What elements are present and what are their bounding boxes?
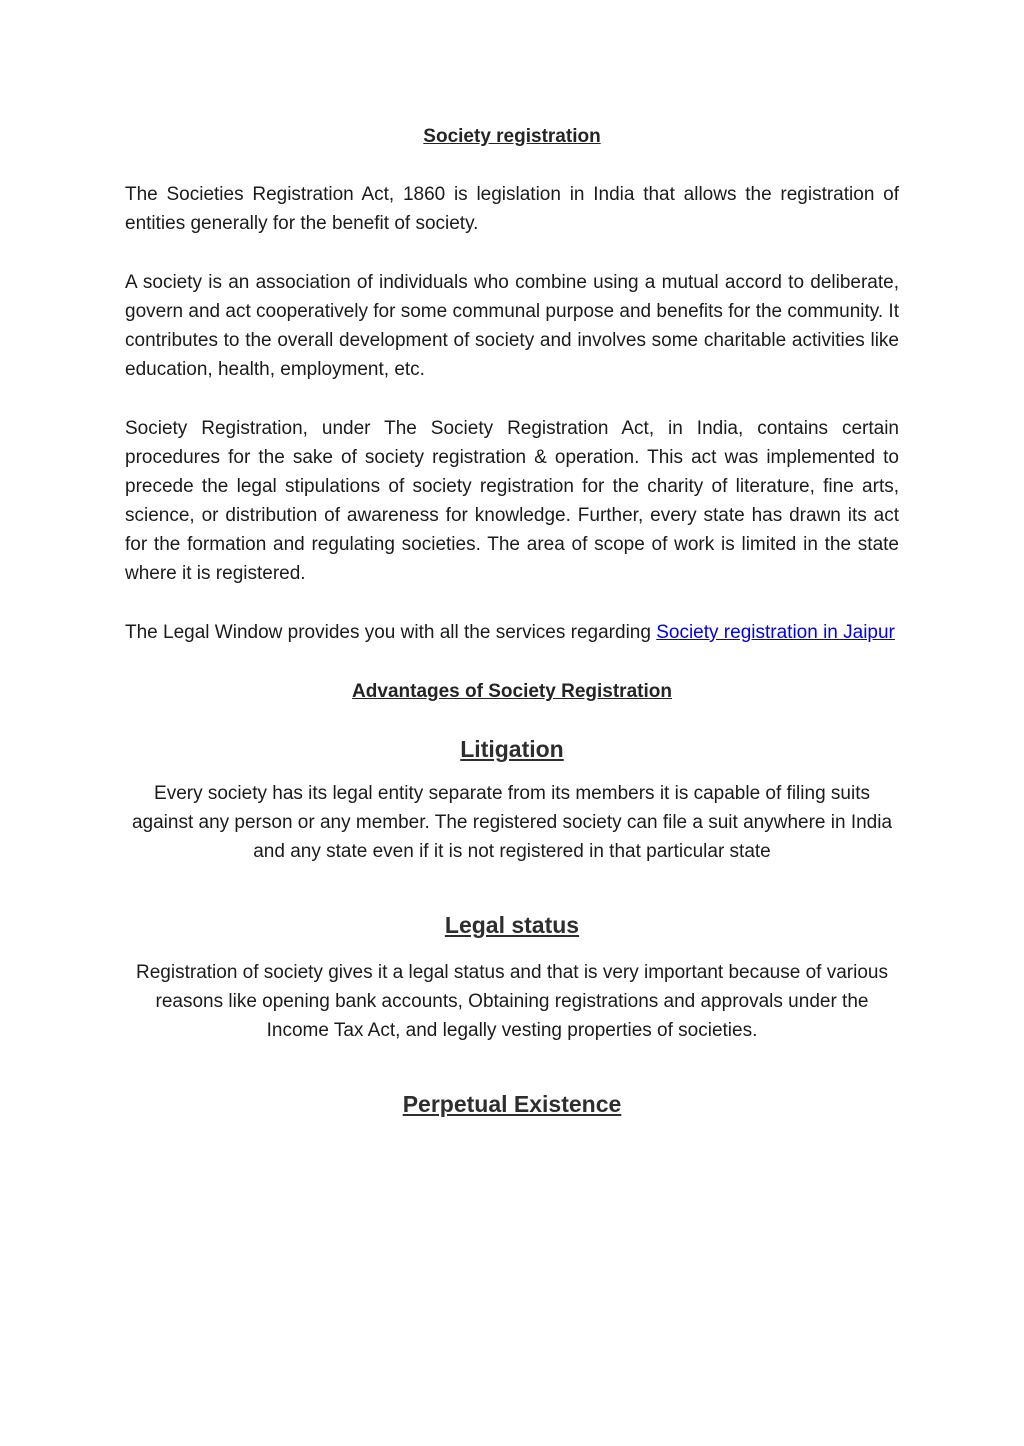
intro-paragraph-3: Society Registration, under The Society Registration Act, in India, contains certain procedures for the sake of society registration & operation. This act was implemented to precede the legal stipulations of society registration for the charity of literature, fine arts, science, or distribution of awareness for knowledge. Further, every state has drawn its act for the formation and regulating societies. The area of scope of work is limited in the state where it is registered. [125,418,899,584]
legal-status-paragraph: Registration of society gives it a legal status and that is very important because of various reasons like opening bank accounts, Obtaining registrations and approvals under the Income Tax Act, and legally vesting properties of societies. [136,962,888,1041]
services-paragraph [125,618,899,647]
advantages-heading: Advantages of Society Registration [352,681,672,702]
litigation-paragraph: Every society has its legal entity separate from its members it is capable of filing suits against any person or any member. The registered society can file a suit anywhere in India and any state even if it is not registered in that particular state [131,783,893,862]
section-heading-litigation: Litigation [460,736,564,762]
section-heading-perpetual-existence: Perpetual Existence [402,1091,622,1117]
society-registration-jaipur-link[interactable]: Society registration in Jaipur [656,622,895,643]
page-title: Society registration [423,126,601,147]
section-heading-legal-status: Legal status [444,912,580,938]
intro-paragraph-2: A society is an association of individuals who combine using a mutual accord to deliberate, govern and act cooperatively for some communal purpose and benefits for the community. It contributes to the overall development of society and involves some charitable activities like education, health, employment, etc. [125,272,899,380]
services-paragraph-text: The Legal Window provides you with all the services regarding [125,622,657,643]
intro-paragraph-1: The Societies Registration Act, 1860 is legislation in India that allows the registration of entities generally for the benefit of society. [125,184,899,234]
